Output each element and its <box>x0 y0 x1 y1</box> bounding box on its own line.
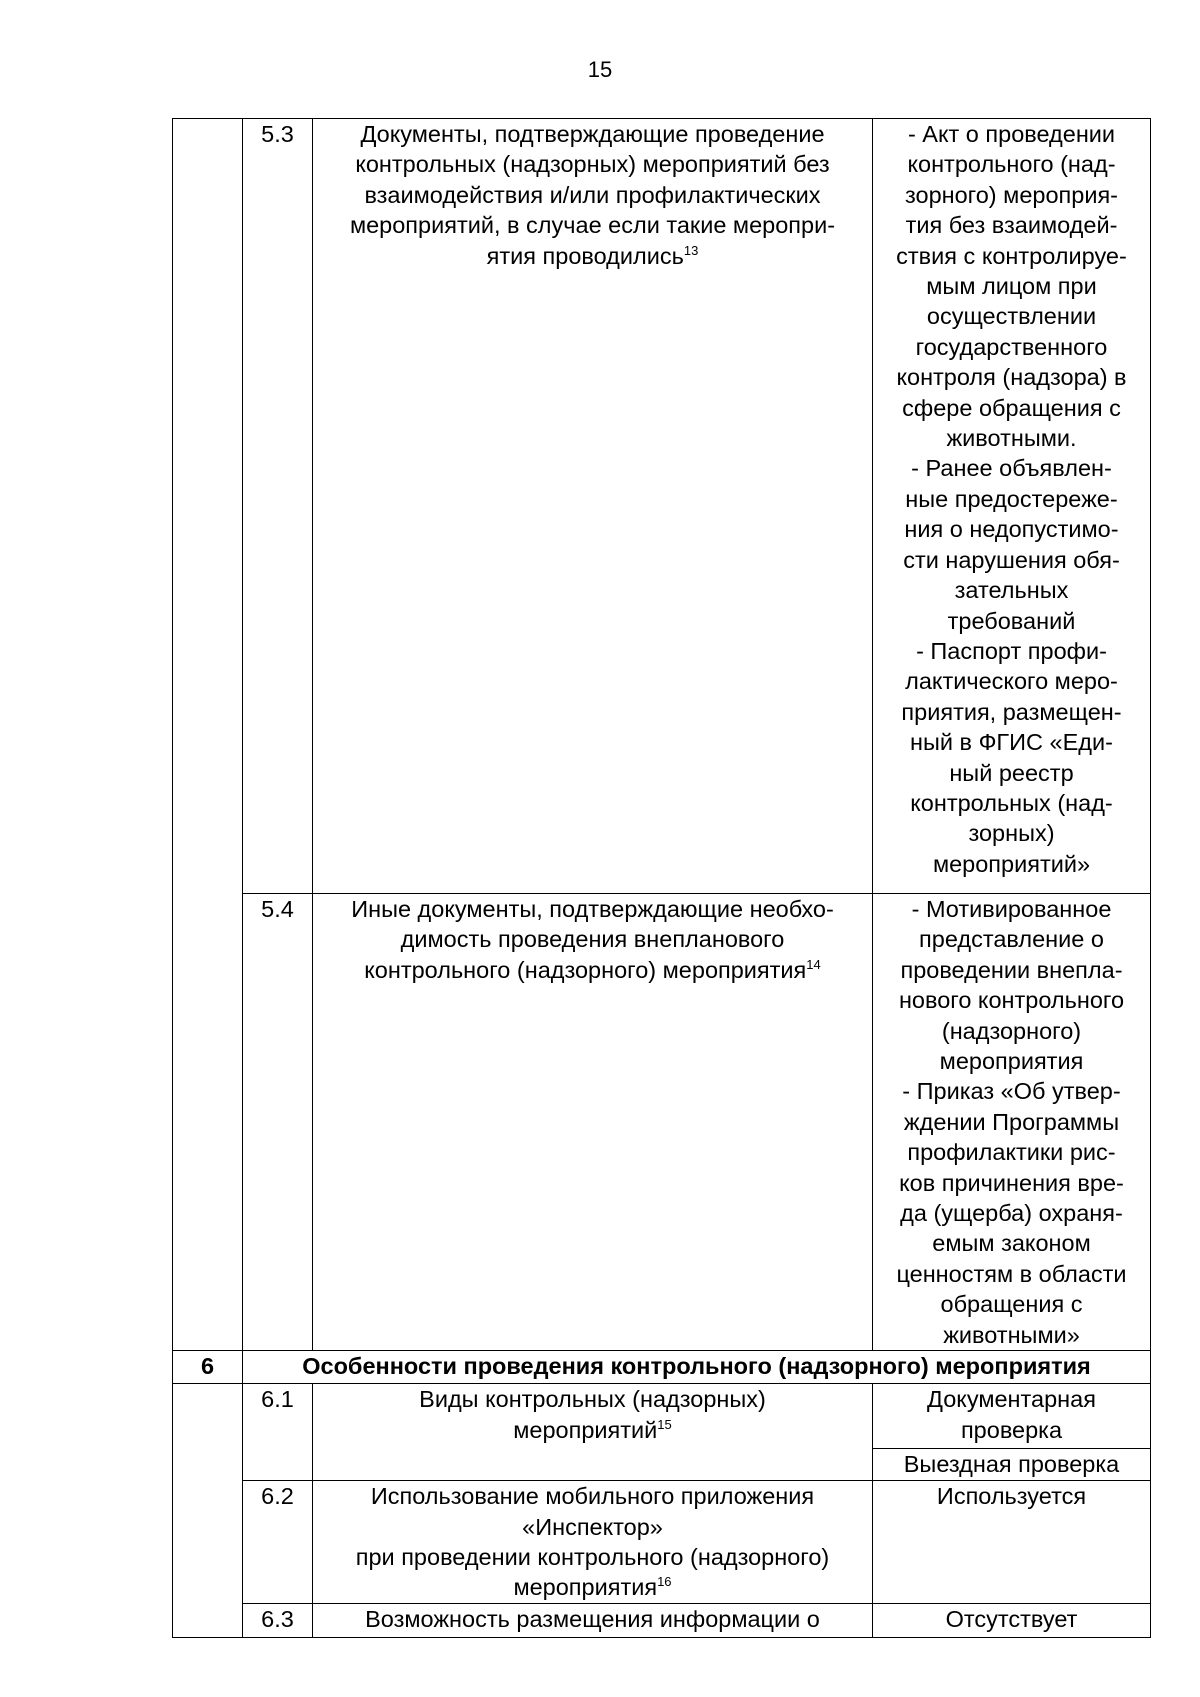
requirements-table <box>172 118 1151 1638</box>
description-line: Документы, подтверждающие проведение <box>360 121 825 147</box>
item-value <box>873 894 1151 1351</box>
item-description <box>313 1481 873 1604</box>
value-line: ждении Программы <box>903 1108 1120 1135</box>
value-line: сфере обращения с <box>902 394 1121 421</box>
item-description <box>313 119 873 894</box>
value-line: государственного <box>915 333 1108 360</box>
description-line: контрольного (надзорного) мероприятия <box>364 956 807 983</box>
section-number-cell <box>173 1384 243 1638</box>
value-line: приятия, размещен- <box>901 698 1122 725</box>
table-row <box>173 1603 1151 1637</box>
section-number: 6 <box>173 1351 243 1384</box>
value-line: мероприятий» <box>932 850 1091 877</box>
value-line: контрольного (над- <box>907 151 1116 178</box>
value-line: Документарная <box>927 1386 1096 1413</box>
value-line: ценностям в области <box>896 1260 1127 1287</box>
value-lines <box>877 1384 1146 1445</box>
value-line: - Паспорт профи- <box>916 637 1107 664</box>
table-row <box>173 894 1151 1351</box>
section-number-cell <box>173 119 243 1351</box>
description-line: димость проведения внепланового <box>400 926 785 953</box>
value-line: зательных <box>954 577 1069 604</box>
description-line: мероприятий <box>513 1416 658 1443</box>
item-number: 6.1 <box>243 1384 313 1481</box>
value-line: представление о <box>919 926 1104 953</box>
item-description: Возможность размещения информации о <box>313 1603 873 1637</box>
description-line: мероприятия <box>513 1574 658 1601</box>
value-line: мым лицом при <box>926 273 1097 300</box>
value-line: - Приказ «Об утвер- <box>902 1078 1121 1105</box>
value-line: контрольных (над- <box>910 789 1113 816</box>
footnote-ref: 15 <box>657 1416 672 1432</box>
description-line: взаимодействия и/или профилактических <box>364 181 821 208</box>
item-number: 6.2 <box>243 1481 313 1604</box>
value-line: сти нарушения обя- <box>903 546 1120 573</box>
footnote-ref: 13 <box>683 242 699 258</box>
value-line: проверка <box>960 1416 1063 1443</box>
value-line: животными» <box>943 1321 1080 1348</box>
value-line: ные предостереже- <box>905 485 1118 512</box>
table-row <box>173 1384 1151 1449</box>
page-number: 15 <box>587 57 613 82</box>
value-line: ков причинения вре- <box>899 1169 1124 1196</box>
value-line: требований <box>947 607 1076 634</box>
value-line: животными. <box>946 425 1077 452</box>
section-row <box>173 1351 1151 1384</box>
value-line: ния о недопустимо- <box>904 516 1119 543</box>
footnote-ref: 14 <box>806 956 821 972</box>
description-line: контрольных (надзорных) мероприятий без <box>355 151 830 178</box>
item-value: Выездная проверка <box>873 1449 1151 1481</box>
description-line: «Инспектор» <box>522 1513 663 1540</box>
item-value: Используется <box>873 1481 1151 1604</box>
value-line: зорных) <box>968 820 1055 847</box>
value-line: контроля (надзора) в <box>896 364 1127 391</box>
item-number: 5.4 <box>243 894 313 1351</box>
value-line: да (ущерба) охраня- <box>900 1200 1123 1227</box>
item-description <box>313 1384 873 1481</box>
item-value <box>873 119 1151 894</box>
section-title: Особенности проведения контрольного (надзорного) мероприятия <box>243 1351 1151 1384</box>
value-line: проведении внепла- <box>900 956 1123 983</box>
value-line: ный реестр <box>949 759 1074 786</box>
value-line: ствия с контролируе- <box>896 242 1127 269</box>
description-line: мероприятий, в случае если такие меропри- <box>349 212 836 239</box>
item-description <box>313 894 873 1351</box>
value-line: мероприятия <box>939 1048 1084 1075</box>
footnote-ref: 16 <box>657 1574 672 1590</box>
description-line: ятия проводились <box>486 242 684 269</box>
value-line: обращения с <box>940 1291 1083 1318</box>
value-line: осуществлении <box>926 303 1097 330</box>
table-row <box>173 119 1151 894</box>
value-line: - Ранее объявлен- <box>911 455 1112 482</box>
value-lines <box>877 894 1146 1350</box>
description-line: Иные документы, подтверждающие необхо- <box>351 896 834 922</box>
description-line: Виды контрольных (надзорных) <box>419 1386 766 1413</box>
value-line: (надзорного) <box>941 1017 1082 1044</box>
value-line: нового контрольного <box>898 987 1125 1014</box>
value-line: тия без взаимодей- <box>905 212 1118 239</box>
value-lines <box>877 119 1146 879</box>
value-line: профилактики рис- <box>907 1139 1116 1166</box>
value-line: зорного) мероприя- <box>904 181 1118 208</box>
item-number: 5.3 <box>243 119 313 894</box>
table-row <box>173 1481 1151 1604</box>
value-line: - Мотивированное <box>911 896 1112 922</box>
value-line: ный в ФГИС «Еди- <box>910 729 1113 756</box>
value-line: емым законом <box>932 1230 1091 1257</box>
value-line: - Акт о проведении <box>907 121 1116 147</box>
description-line: Использование мобильного приложения <box>370 1483 815 1510</box>
item-number: 6.3 <box>243 1603 313 1637</box>
item-value: Отсутствует <box>873 1603 1151 1637</box>
description-line: при проведении контрольного (надзорного) <box>355 1543 830 1570</box>
item-value <box>873 1384 1151 1449</box>
value-line: лактического меро- <box>905 668 1118 695</box>
